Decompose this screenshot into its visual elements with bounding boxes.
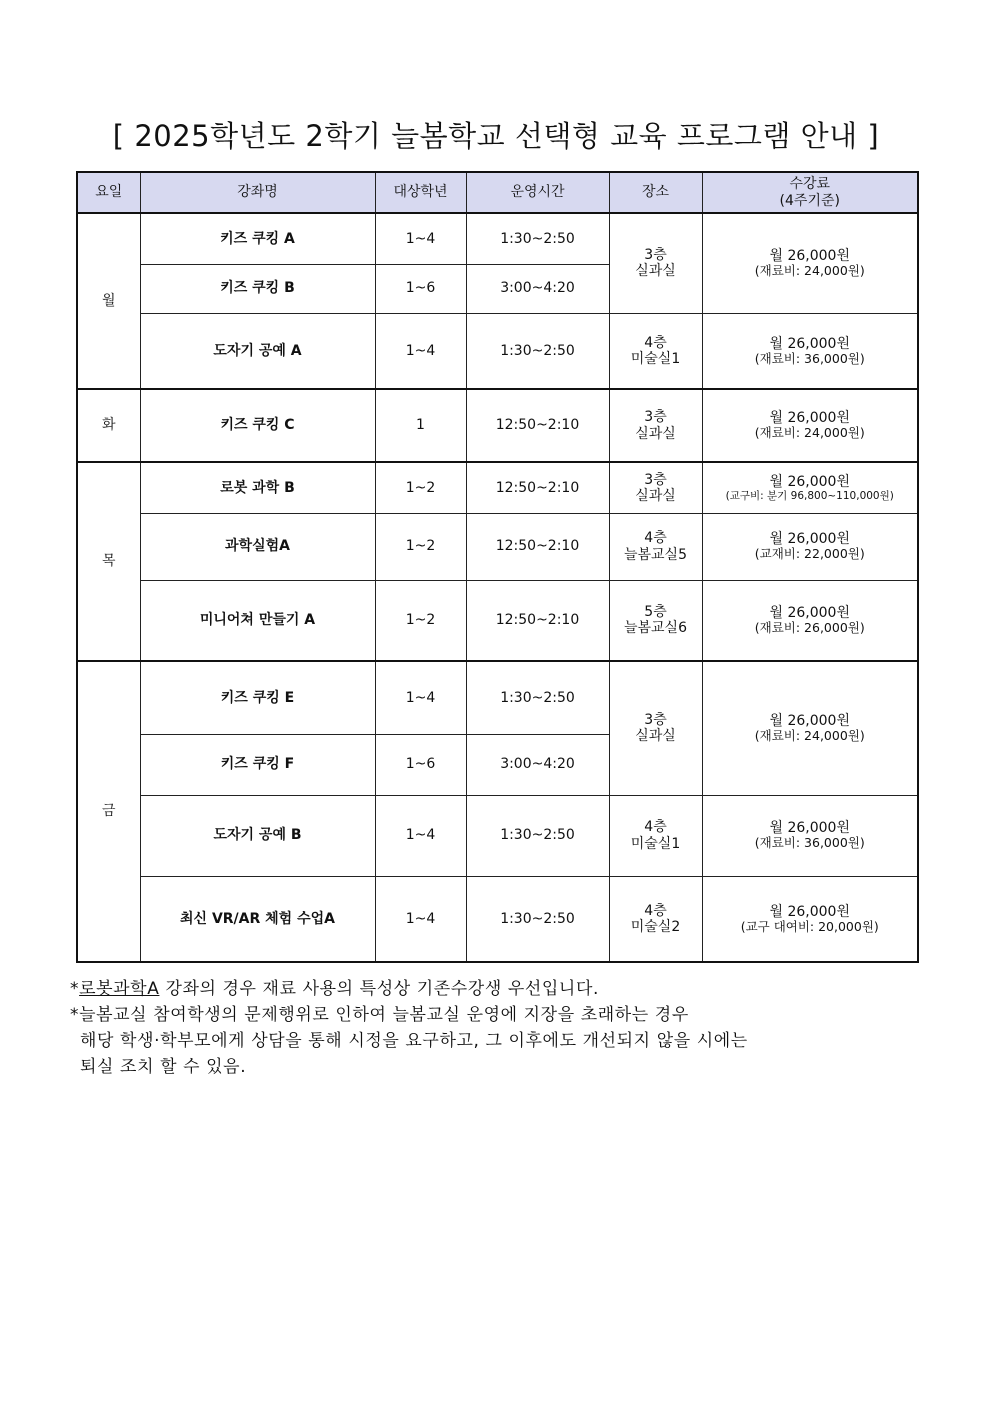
course-cell: 미니어쳐 만들기 A [140,580,375,661]
table-row [77,876,918,962]
fee-monthly: 월 26,000원 [769,335,850,352]
fee-extra: (재료비: 36,000원) [754,835,865,851]
fee-extra: (교구 대여비: 20,000원) [740,918,879,934]
fee-extra: (교재비: 22,000원) [754,546,865,562]
fee-extra: (재료비: 24,000원) [754,728,865,744]
time-cell: 1:30~2:50 [466,876,609,962]
day-cell: 금 [77,661,140,962]
place-room: 늘봄교실5 [623,546,687,563]
fee-cell [702,580,918,661]
grade-cell: 1~2 [375,513,466,580]
place-cell [609,795,702,876]
place-room: 실과실 [635,487,676,504]
place-cell [609,876,702,962]
time-cell: 12:50~2:10 [466,513,609,580]
grade-cell: 1~4 [375,313,466,389]
time-cell: 1:30~2:50 [466,213,609,264]
fee-monthly: 월 26,000원 [769,531,850,548]
course-cell: 도자기 공예 A [140,313,375,389]
fee-monthly: 월 26,000원 [769,410,850,427]
fee-monthly: 월 26,000원 [769,473,850,490]
time-cell: 3:00~4:20 [466,264,609,313]
place-room: 실과실 [635,263,676,280]
grade-cell: 1~2 [375,580,466,661]
header-fee [702,172,918,213]
note-line-3: 해당 학생·학부모에게 상담을 통해 시정을 요구하고, 그 이후에도 개선되지 않을 시에는 [80,1031,748,1051]
time-cell: 3:00~4:20 [466,734,609,795]
fee-cell [702,513,918,580]
place-floor: 4층 [644,902,667,919]
time-cell: 12:50~2:10 [466,580,609,661]
grade-cell: 1 [375,389,466,462]
table-row [77,513,918,580]
table-row [77,661,918,734]
course-cell: 과학실험A [140,513,375,580]
time-cell: 1:30~2:50 [466,661,609,734]
place-cell [609,313,702,389]
course-cell: 키즈 쿠킹 F [140,734,375,795]
place-room: 실과실 [635,728,676,745]
fee-monthly: 월 26,000원 [769,713,850,730]
header-place: 장소 [609,172,702,213]
time-cell: 12:50~2:10 [466,389,609,462]
course-cell: 로봇 과학 B [140,462,375,513]
note-star: * [70,979,80,999]
place-floor: 3층 [644,712,667,729]
fee-monthly: 월 26,000원 [769,820,850,837]
place-room: 미술실2 [630,918,681,935]
place-cell [609,513,702,580]
table-row [77,313,918,389]
time-cell: 12:50~2:10 [466,462,609,513]
fee-monthly: 월 26,000원 [769,605,850,622]
header-course: 강좌명 [140,172,375,213]
place-floor: 3층 [644,409,667,426]
page-title: [ 2025학년도 2학기 늘봄학교 선택형 교육 프로그램 안내 ] [112,119,880,153]
day-cell: 목 [77,462,140,661]
header-day: 요일 [77,172,140,213]
fee-extra: (재료비: 36,000원) [754,350,865,366]
fee-cell [702,795,918,876]
grade-cell: 1~2 [375,462,466,513]
header-grade: 대상학년 [375,172,466,213]
place-floor: 4층 [644,819,667,836]
fee-cell [702,661,918,795]
time-cell: 1:30~2:50 [466,795,609,876]
grade-cell: 1~6 [375,734,466,795]
grade-cell: 1~4 [375,795,466,876]
place-room: 미술실1 [630,835,681,852]
fee-cell [702,462,918,513]
note-line-2: *늘봄교실 참여학생의 문제행위로 인하여 늘봄교실 운영에 지장을 초래하는 경우 [70,1005,689,1025]
note-text: 강좌의 경우 재료 사용의 특성상 기존수강생 우선입니다. [159,979,599,999]
notes-block [70,976,930,1080]
fee-monthly: 월 26,000원 [769,248,850,265]
place-floor: 4층 [644,334,667,351]
fee-extra: (재료비: 26,000원) [754,620,865,636]
grade-cell: 1~6 [375,264,466,313]
fee-cell [702,876,918,962]
place-cell [609,580,702,661]
note-line-1 [70,976,930,1002]
table-row [77,795,918,876]
place-room: 늘봄교실6 [623,620,687,637]
course-cell: 키즈 쿠킹 E [140,661,375,734]
place-cell [609,661,702,795]
table-row [77,389,918,462]
table-header-row [77,172,918,213]
fee-cell [702,313,918,389]
place-cell [609,389,702,462]
place-room: 미술실1 [630,350,681,367]
note-line-4: 퇴실 조치 할 수 있음. [80,1057,247,1077]
course-cell: 키즈 쿠킹 A [140,213,375,264]
course-cell: 키즈 쿠킹 C [140,389,375,462]
fee-extra: (교구비: 분기 96,800~110,000원) [725,489,894,502]
fee-monthly: 월 26,000원 [769,903,850,920]
table-row [77,213,918,264]
course-cell: 최신 VR/AR 체험 수업A [140,876,375,962]
course-cell: 키즈 쿠킹 B [140,264,375,313]
header-time: 운영시간 [466,172,609,213]
time-cell: 1:30~2:50 [466,313,609,389]
place-floor: 3층 [644,471,667,488]
header-fee-line2: (4주기준) [779,192,840,209]
grade-cell: 1~4 [375,661,466,734]
fee-extra: (재료비: 24,000원) [754,263,865,279]
place-room: 실과실 [635,425,676,442]
place-cell [609,462,702,513]
day-cell: 월 [77,213,140,389]
day-cell: 화 [77,389,140,462]
note-highlight-course: 로봇과학A [79,979,160,999]
table-row [77,580,918,661]
fee-cell [702,389,918,462]
place-floor: 5층 [644,604,667,621]
place-floor: 3층 [644,247,667,264]
place-floor: 4층 [644,530,667,547]
fee-cell [702,213,918,313]
grade-cell: 1~4 [375,876,466,962]
table-row [77,462,918,513]
grade-cell: 1~4 [375,213,466,264]
place-cell [609,213,702,313]
course-cell: 도자기 공예 B [140,795,375,876]
header-fee-line1: 수강료 [789,176,831,193]
fee-extra: (재료비: 24,000원) [754,425,865,441]
program-table [76,171,919,963]
